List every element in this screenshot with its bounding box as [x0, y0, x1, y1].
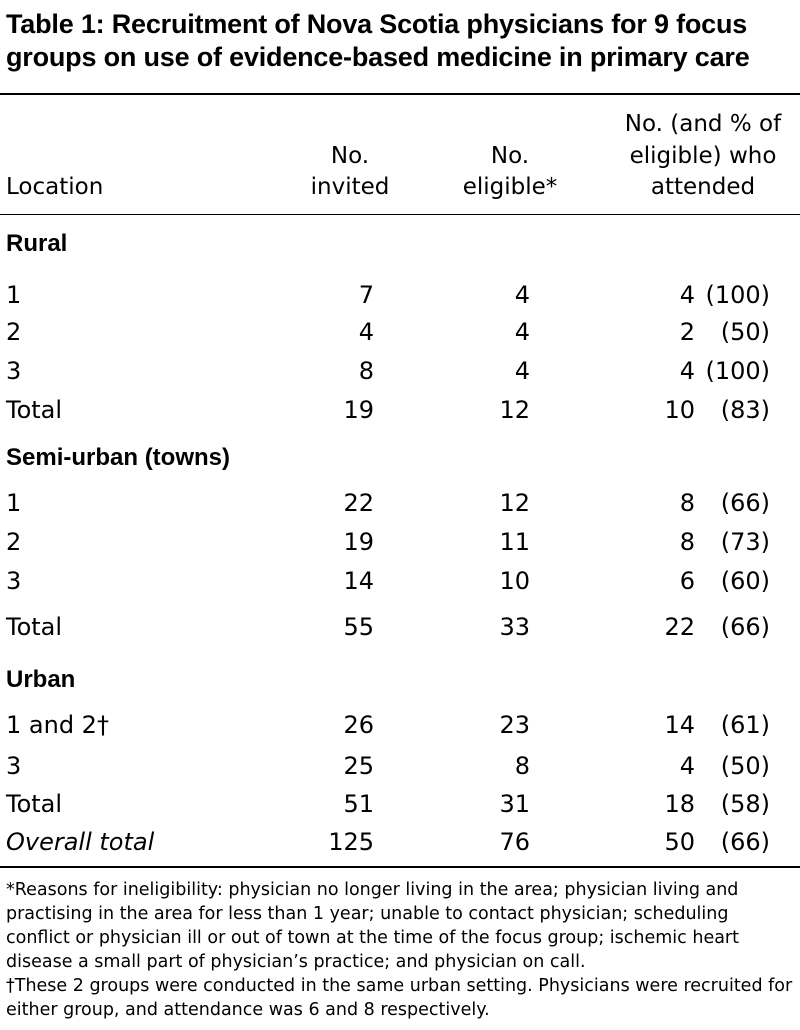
cell-percent: (58) — [720, 790, 770, 818]
cell-location: 2 — [6, 528, 22, 556]
header-invited-line1: No. — [330, 143, 370, 169]
cell-location: Total — [6, 396, 63, 424]
cell-location: 3 — [6, 567, 22, 595]
cell-invited: 14 — [343, 567, 374, 595]
cell-percent: (66) — [720, 489, 770, 517]
section-heading-rural: Rural — [6, 230, 68, 257]
cell-attended: 18 — [664, 790, 695, 818]
footnote-ineligibility: *Reasons for ineligibility: physician no longer living in the area; physician living and practising in the area for less than 1 year; unable to contact physician; scheduling conflict or physician ill or out of town at the time of the focus group; ischemic heart disease a small part of physician’s practice; and physician on call. — [6, 880, 739, 972]
cell-percent: (50) — [720, 752, 770, 780]
cell-eligible: 33 — [499, 613, 530, 641]
cell-location: 3 — [6, 752, 22, 780]
cell-eligible: 8 — [514, 752, 530, 780]
footnote-dagger: †These 2 groups were conducted in the same urban setting. Physicians were recruited for either group, and attendance was 6 and 8 respectively. — [6, 976, 793, 1020]
section-heading-urban: Urban — [6, 666, 76, 693]
cell-percent: (83) — [720, 396, 770, 424]
cell-location: Overall total — [6, 828, 155, 856]
cell-attended: 22 — [664, 613, 695, 641]
header-attended-line1: No. (and % of — [624, 111, 782, 137]
cell-attended: 6 — [679, 567, 695, 595]
cell-eligible: 12 — [499, 489, 530, 517]
cell-eligible: 76 — [499, 828, 530, 856]
cell-location: 2 — [6, 318, 22, 346]
cell-attended: 50 — [664, 828, 695, 856]
cell-location: Total — [6, 613, 63, 641]
cell-invited: 55 — [343, 613, 374, 641]
cell-percent: (50) — [720, 318, 770, 346]
cell-attended: 4 — [679, 357, 695, 385]
cell-attended: 10 — [664, 396, 695, 424]
cell-eligible: 4 — [514, 357, 530, 385]
header-location: Location — [6, 174, 104, 200]
cell-invited: 7 — [358, 281, 374, 309]
cell-location: Total — [6, 790, 63, 818]
cell-eligible: 23 — [499, 711, 530, 739]
top-rule — [0, 93, 800, 95]
cell-attended: 14 — [664, 711, 695, 739]
cell-attended: 8 — [679, 528, 695, 556]
cell-attended: 8 — [679, 489, 695, 517]
cell-percent: (66) — [720, 613, 770, 641]
cell-attended: 4 — [679, 752, 695, 780]
cell-invited: 26 — [343, 711, 374, 739]
cell-eligible: 31 — [499, 790, 530, 818]
header-attended-line2: eligible) who — [629, 143, 777, 169]
cell-location: 1 — [6, 489, 22, 517]
header-eligible-line1: No. — [490, 143, 530, 169]
header-invited-line2: invited — [310, 174, 390, 200]
cell-eligible: 4 — [514, 281, 530, 309]
cell-percent: (66) — [720, 828, 770, 856]
cell-attended: 2 — [679, 318, 695, 346]
cell-invited: 8 — [358, 357, 374, 385]
cell-location: 3 — [6, 357, 22, 385]
cell-eligible: 12 — [499, 396, 530, 424]
cell-invited: 19 — [343, 528, 374, 556]
cell-percent: (100) — [705, 357, 770, 385]
table-title: Table 1: Recruitment of Nova Scotia physicians for 9 focus groups on use of evidence-based medicine in primary care — [6, 9, 750, 72]
cell-location: 1 — [6, 281, 22, 309]
cell-percent: (73) — [720, 528, 770, 556]
cell-invited: 4 — [358, 318, 374, 346]
cell-percent: (100) — [705, 281, 770, 309]
header-rule — [0, 214, 800, 215]
cell-invited: 22 — [343, 489, 374, 517]
cell-eligible: 11 — [499, 528, 530, 556]
cell-invited: 19 — [343, 396, 374, 424]
cell-eligible: 4 — [514, 318, 530, 346]
cell-percent: (60) — [720, 567, 770, 595]
cell-invited: 25 — [343, 752, 374, 780]
cell-invited: 125 — [328, 828, 374, 856]
bottom-rule — [0, 866, 800, 868]
cell-invited: 51 — [343, 790, 374, 818]
footnotes — [6, 878, 796, 1022]
section-heading-semi-urban: Semi-urban (towns) — [6, 444, 231, 471]
header-eligible-line2: eligible* — [462, 174, 558, 200]
header-attended-line3: attended — [650, 174, 756, 200]
cell-eligible: 10 — [499, 567, 530, 595]
cell-percent: (61) — [720, 711, 770, 739]
cell-attended: 4 — [679, 281, 695, 309]
cell-location: 1 and 2† — [6, 711, 109, 739]
